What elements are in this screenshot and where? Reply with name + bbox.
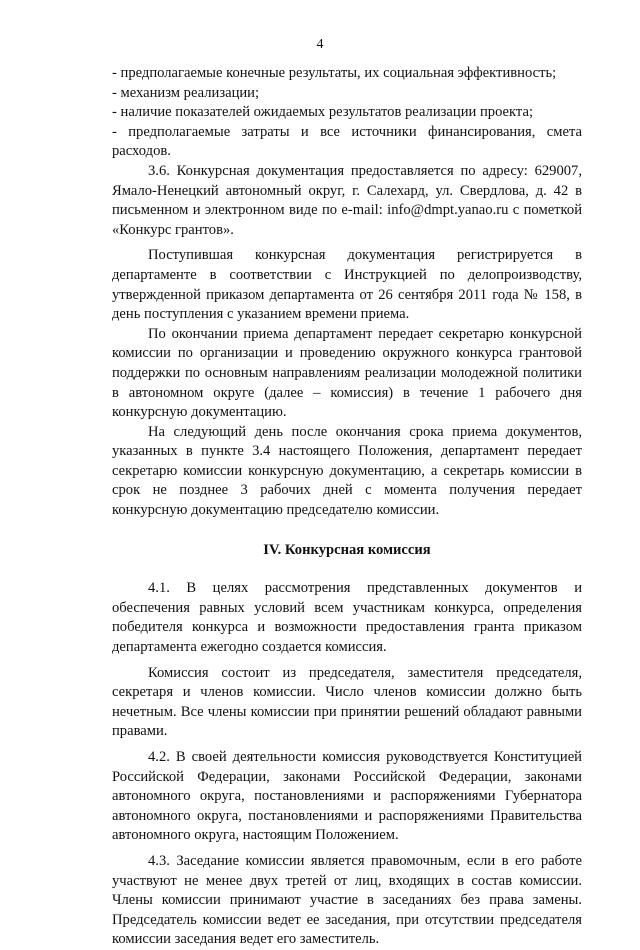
paragraph-registration: Поступившая конкурсная документация регистрируется в департаменте в соответствии с Инструкцией по делопроизводству, утвержденной приказом департамента от 26 сентября 2011 года № 158, в день поступления с указанием времени приема. <box>112 247 582 323</box>
paragraph-next-day: На следующий день после окончания срока приема документов, указанных в пункте 3.4 настоящего Положения, департамент передает секретарю комиссии конкурсную документацию, а секретарь комиссии в срок не позднее 3 рабочих дней с момента получения передает конкурсную документацию председателю комиссии. <box>112 423 582 519</box>
bullet-item: - наличие показателей ожидаемых результатов реализации проекта; <box>112 104 534 121</box>
paragraph-composition: Комиссия состоит из председателя, заместителя председателя, секретаря и членов комиссии. Число членов комиссии должно быть нечетным. Все члены комиссии при принятии решений обладают равными правами. <box>112 664 582 740</box>
bullet-item: - предполагаемые затраты и все источники финансирования, смета расходов. <box>112 123 582 160</box>
paragraph-transfer: По окончании приема департамент передает секретарю конкурсной комиссии по организации и проведению окружного конкурса грантовой поддержки по основным направлениям реализации молодежной политики в автономном округе (далее – комиссия) в течение 1 рабочего дня конкурсную документацию. <box>112 325 582 421</box>
document-body <box>112 64 582 950</box>
paragraph-4-1: 4.1. В целях рассмотрения представленных документов и обеспечения равных условий всем участникам конкурса, определения победителя конкурса и возможности предоставления гранта приказом департамента ежегодно создается комиссия. <box>112 580 582 656</box>
page-number: 4 <box>316 37 324 52</box>
paragraph-4-2: 4.2. В своей деятельности комиссия руководствуется Конституцией Российской Федерации, законами Российской Федерации, законами автономного округа, постановлениями и распоряжениями Губернатора автономного округа, постановлениями и распоряжениями Правительства автономного округа, настоящим Положением. <box>112 749 582 844</box>
paragraph-3-6: 3.6. Конкурсная документация предоставляется по адресу: 629007, Ямало-Ненецкий автономный округ, г. Салехард, ул. Свердлова, д. 42 в письменном и электронном виде по e-mail: info@dmpt.yanao.ru с пометкой «Конкурс грантов». <box>112 162 582 238</box>
bullet-item: - механизм реализации; <box>112 84 260 101</box>
section-heading: IV. Конкурсная комиссия <box>263 541 431 558</box>
bullet-item: - предполагаемые конечные результаты, их социальная эффективность; <box>112 65 557 81</box>
paragraph-4-3: 4.3. Заседание комиссии является правомочным, если в его работе участвуют не менее двух третей от лиц, входящих в состав комиссии. Члены комиссии принимают участие в заседаниях без права замены. Председатель комиссии ведет ее заседания, при отсутствии председателя комиссии заседания ведет его заместитель. <box>112 852 582 948</box>
